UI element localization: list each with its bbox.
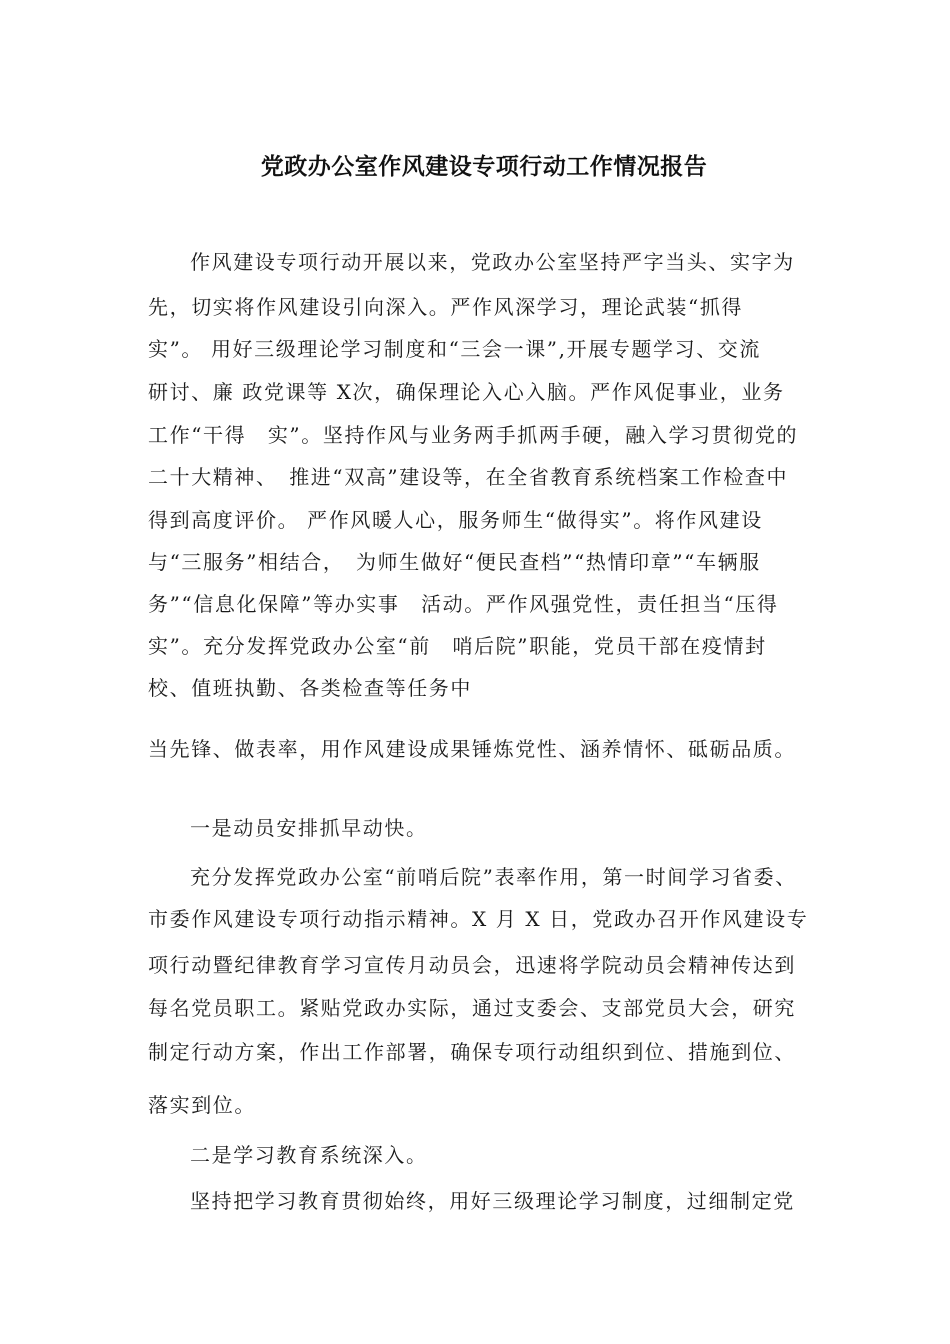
section-heading: 二是学习教育系统深入。 — [190, 1143, 428, 1167]
paragraph-line: 研讨、廉 政党课等 X次，确保理论入心入脑。严作风促事业，业务 — [148, 380, 785, 404]
paragraph-line: 校、值班执勤、各类检查等任务中 — [148, 676, 472, 700]
paragraph-line: 二十大精神、 推进“双高”建设等，在全省教育系统档案工作检查中 — [148, 465, 789, 489]
paragraph-line: 市委作风建设专项行动指示精神。X 月 X 日，党政办召开作风建设专 — [148, 907, 809, 931]
paragraph-line: 制定行动方案，作出工作部署，确保专项行动组织到位、措施到位、 — [148, 1040, 796, 1064]
section-heading: 一是动员安排抓早动快。 — [190, 816, 428, 840]
paragraph-line: 先，切实将作风建设引向深入。严作风深学习，理论武装“抓得 — [148, 295, 744, 319]
paragraph-line: 充分发挥党政办公室“前哨后院”表率作用，第一时间学习省委、 — [190, 865, 797, 889]
paragraph-line: 当先锋、做表率，用作风建设成果锤炼党性、涵养情怀、砥砺品质。 — [148, 737, 796, 761]
paragraph-line: 落实到位。 — [148, 1093, 256, 1117]
document-title: 党政办公室作风建设专项行动工作情况报告 — [260, 154, 708, 180]
paragraph-line: 务”“信息化保障”等办实事 活动。严作风强党性，责任担当“压得 — [148, 592, 779, 616]
paragraph-line: 工作“干得 实”。坚持作风与业务两手抓两手硬，融入学习贯彻党的 — [148, 423, 799, 447]
paragraph-line: 实”。 用好三级理论学习制度和“三会一课”,开展专题学习、交流 — [148, 337, 761, 361]
paragraph-line: 每名党员职工。紧贴党政办实际，通过支委会、支部党员大会，研究 — [148, 996, 796, 1020]
paragraph-line: 项行动暨纪律教育学习宣传月动员会，迅速将学院动员会精神传达到 — [148, 953, 796, 977]
paragraph-line: 得到高度评价。 严作风暖人心，服务师生“做得实”。将作风建设 — [148, 508, 763, 532]
paragraph-line: 与“三服务”相结合， 为师生做好“便民查档”“热情印章”“车辆服 — [148, 550, 761, 574]
paragraph-line: 实”。充分发挥党政办公室“前 哨后院”职能，党员干部在疫情封 — [148, 634, 767, 658]
paragraph-line: 作风建设专项行动开展以来，党政办公室坚持严字当头、实字为 — [190, 250, 795, 274]
paragraph-line: 坚持把学习教育贯彻始终，用好三级理论学习制度，过细制定党 — [190, 1189, 795, 1213]
